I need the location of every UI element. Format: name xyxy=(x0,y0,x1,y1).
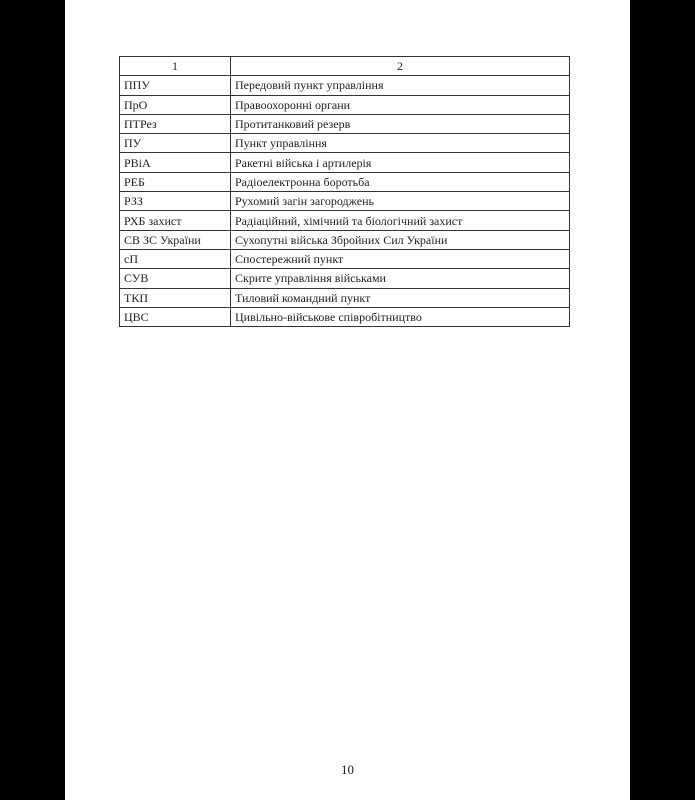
abbreviation-cell: ППУ xyxy=(120,76,231,95)
abbreviation-cell: СУВ xyxy=(120,269,231,288)
table-row xyxy=(120,269,570,288)
meaning-cell: Пункт управління xyxy=(231,134,570,153)
table-row xyxy=(120,172,570,191)
table-row xyxy=(120,114,570,133)
abbreviation-cell: РВіА xyxy=(120,153,231,172)
column-header-1: 1 xyxy=(120,57,231,76)
table-row xyxy=(120,288,570,307)
table-row xyxy=(120,76,570,95)
document-page xyxy=(65,0,630,800)
abbreviation-cell: РХБ захист xyxy=(120,211,231,230)
table-header-row xyxy=(120,57,570,76)
abbreviation-cell: РЕБ xyxy=(120,172,231,191)
table-row xyxy=(120,211,570,230)
meaning-cell: Протитанковий резерв xyxy=(231,114,570,133)
table-row xyxy=(120,230,570,249)
meaning-cell: Радіоелектронна боротьба xyxy=(231,172,570,191)
table-row xyxy=(120,153,570,172)
meaning-cell: Рухомий загін загороджень xyxy=(231,192,570,211)
table-row xyxy=(120,249,570,268)
abbreviation-cell: СВ ЗС України xyxy=(120,230,231,249)
table-row xyxy=(120,192,570,211)
abbreviation-cell: ПТРез xyxy=(120,114,231,133)
abbreviation-cell: РЗЗ xyxy=(120,192,231,211)
meaning-cell: Радіаційний, хімічний та біологічний захист xyxy=(231,211,570,230)
table-row xyxy=(120,134,570,153)
abbreviation-cell: ПУ xyxy=(120,134,231,153)
meaning-cell: Передовий пункт управління xyxy=(231,76,570,95)
meaning-cell: Цивільно-військове співробітництво xyxy=(231,307,570,326)
abbreviation-cell: сП xyxy=(120,249,231,268)
abbreviations-table xyxy=(119,56,570,327)
table-row xyxy=(120,95,570,114)
table-row xyxy=(120,307,570,326)
meaning-cell: Спостережний пункт xyxy=(231,249,570,268)
meaning-cell: Сухопутні війська Збройних Сил України xyxy=(231,230,570,249)
meaning-cell: Ракетні війська і артилерія xyxy=(231,153,570,172)
page-number: 10 xyxy=(341,762,354,777)
abbreviation-cell: ЦВС xyxy=(120,307,231,326)
meaning-cell: Скрите управління військами xyxy=(231,269,570,288)
meaning-cell: Тиловий командний пункт xyxy=(231,288,570,307)
column-header-2: 2 xyxy=(231,57,570,76)
meaning-cell: Правоохоронні органи xyxy=(231,95,570,114)
abbreviation-cell: ПрО xyxy=(120,95,231,114)
abbreviations-table-body xyxy=(120,57,570,327)
abbreviation-cell: ТКП xyxy=(120,288,231,307)
